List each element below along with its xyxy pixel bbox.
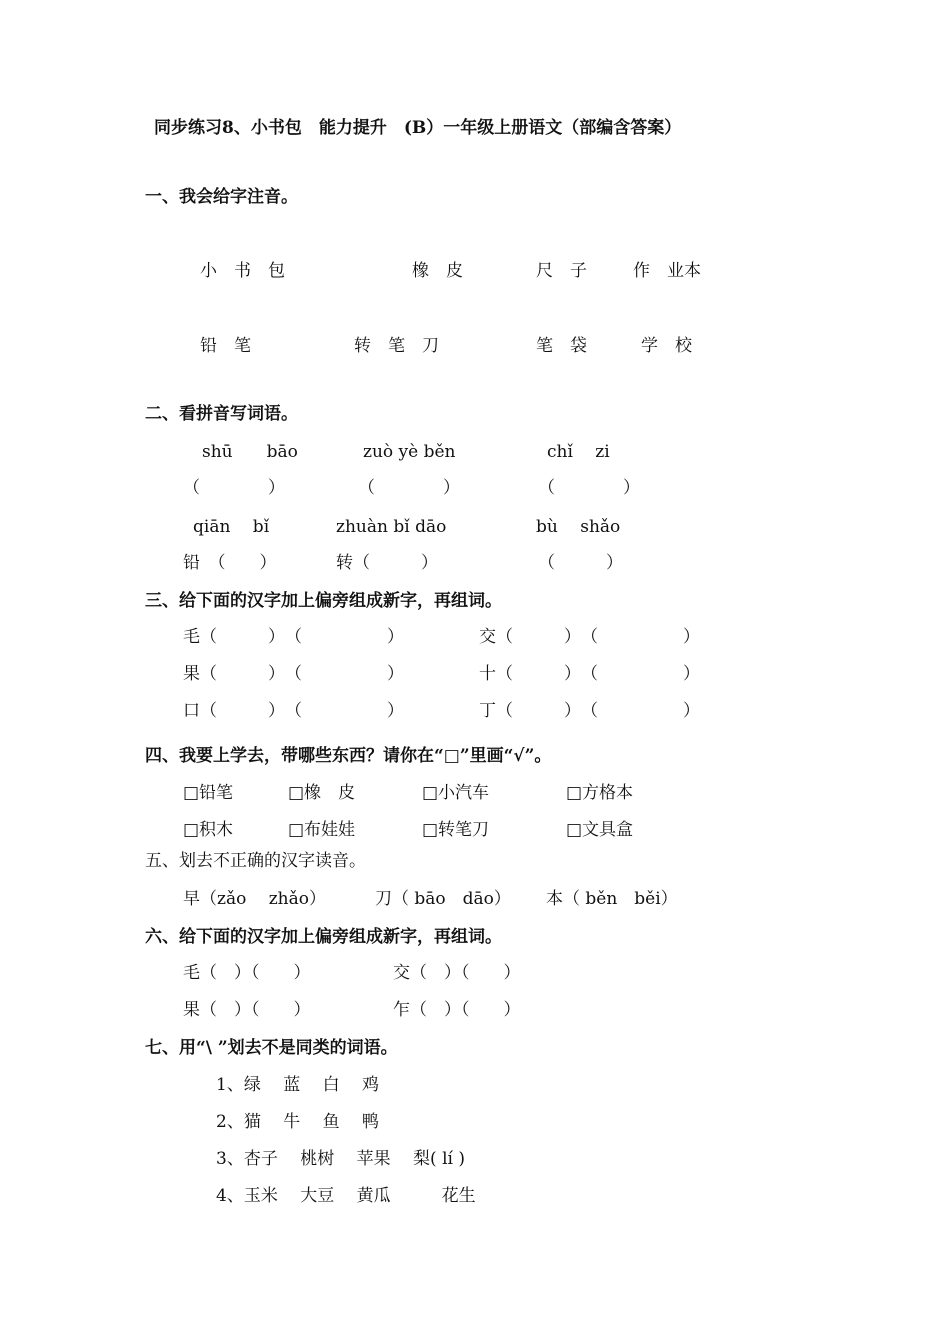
checkbox-item[interactable]: □积木 [183, 820, 234, 840]
checkbox-item[interactable]: □布娃娃 [288, 820, 356, 840]
word-group[interactable]: 2、猫 牛 鱼 鸭 [216, 1112, 380, 1132]
radical-row[interactable]: 丁（ ） （ ） [479, 701, 700, 721]
pinyin-item: qiān bǐ [193, 517, 270, 537]
checkbox-item[interactable]: □转笔刀 [422, 820, 490, 840]
section-7-heading: 七、用“\ ”划去不是同类的词语。 [145, 1038, 398, 1058]
word-item: 小 书 包 [200, 261, 285, 281]
page-title: 同步练习8、小书包 能力提升 (B）一年级上册语文（部编含答案） [154, 118, 682, 138]
radical-row[interactable]: 十（ ） （ ） [479, 664, 700, 684]
word-group[interactable]: 4、玉米 大豆 黄瓜 花生 [216, 1186, 476, 1206]
pinyin-item: bù shǎo [536, 517, 621, 537]
answer-blank[interactable]: 转（ ） [336, 553, 438, 573]
section-4-heading: 四、我要上学去，带哪些东西？请你在“□”里画“√”。 [145, 746, 552, 766]
checkbox-item[interactable]: □铅笔 [183, 783, 234, 803]
word-item: 笔 袋 [536, 336, 587, 356]
radical-row[interactable]: 果（ ） （ ） [183, 664, 404, 684]
reading-item[interactable]: 早（zǎo zhǎo） [183, 889, 327, 909]
answer-blank[interactable]: （ ） [538, 553, 623, 573]
pinyin-item: zhuàn bǐ dāo [336, 517, 447, 537]
pinyin-item: shū bāo [202, 442, 298, 462]
radical-row[interactable]: 交（ ）（ ） [393, 963, 521, 983]
checkbox-item[interactable]: □橡 皮 [288, 783, 356, 803]
radical-row[interactable]: 果（ ）（ ） [183, 1000, 311, 1020]
radical-row[interactable]: 口（ ） （ ） [183, 701, 404, 721]
answer-blank[interactable]: （ ） [183, 478, 285, 498]
word-item: 学 校 [641, 336, 692, 356]
word-item: 转 笔 刀 [354, 336, 439, 356]
checkbox-item[interactable]: □小汽车 [422, 783, 490, 803]
word-item: 尺 子 [536, 261, 587, 281]
word-item: 铅 笔 [200, 336, 251, 356]
pinyin-item: chǐ zi [547, 442, 610, 462]
section-1-heading: 一、我会给字注音。 [145, 187, 298, 207]
radical-row[interactable]: 毛（ ） （ ） [183, 627, 404, 647]
reading-item[interactable]: 本（ běn běi） [546, 889, 678, 909]
reading-item[interactable]: 刀（ bāo dāo） [375, 889, 511, 909]
radical-row[interactable]: 交（ ） （ ） [479, 627, 700, 647]
radical-row[interactable]: 乍（ ）（ ） [393, 1000, 521, 1020]
section-5-heading: 五、划去不正确的汉字读音。 [145, 851, 366, 871]
word-item: 橡 皮 [412, 261, 463, 281]
section-6-heading: 六、给下面的汉字加上偏旁组成新字，再组词。 [145, 927, 502, 947]
checkbox-item[interactable]: □文具盒 [566, 820, 634, 840]
pinyin-item: zuò yè běn [363, 442, 456, 462]
checkbox-item[interactable]: □方格本 [566, 783, 634, 803]
answer-blank[interactable]: （ ） [538, 478, 640, 498]
word-item: 作 业本 [633, 261, 701, 281]
word-group[interactable]: 1、绿 蓝 白 鸡 [216, 1075, 380, 1095]
section-2-heading: 二、看拼音写词语。 [145, 404, 298, 424]
answer-blank[interactable]: 铅 （ ） [183, 553, 277, 573]
section-3-heading: 三、给下面的汉字加上偏旁组成新字，再组词。 [145, 591, 502, 611]
answer-blank[interactable]: （ ） [358, 478, 460, 498]
word-group[interactable]: 3、杏子 桃树 苹果 梨( lí ) [216, 1149, 465, 1169]
radical-row[interactable]: 毛（ ）（ ） [183, 963, 311, 983]
